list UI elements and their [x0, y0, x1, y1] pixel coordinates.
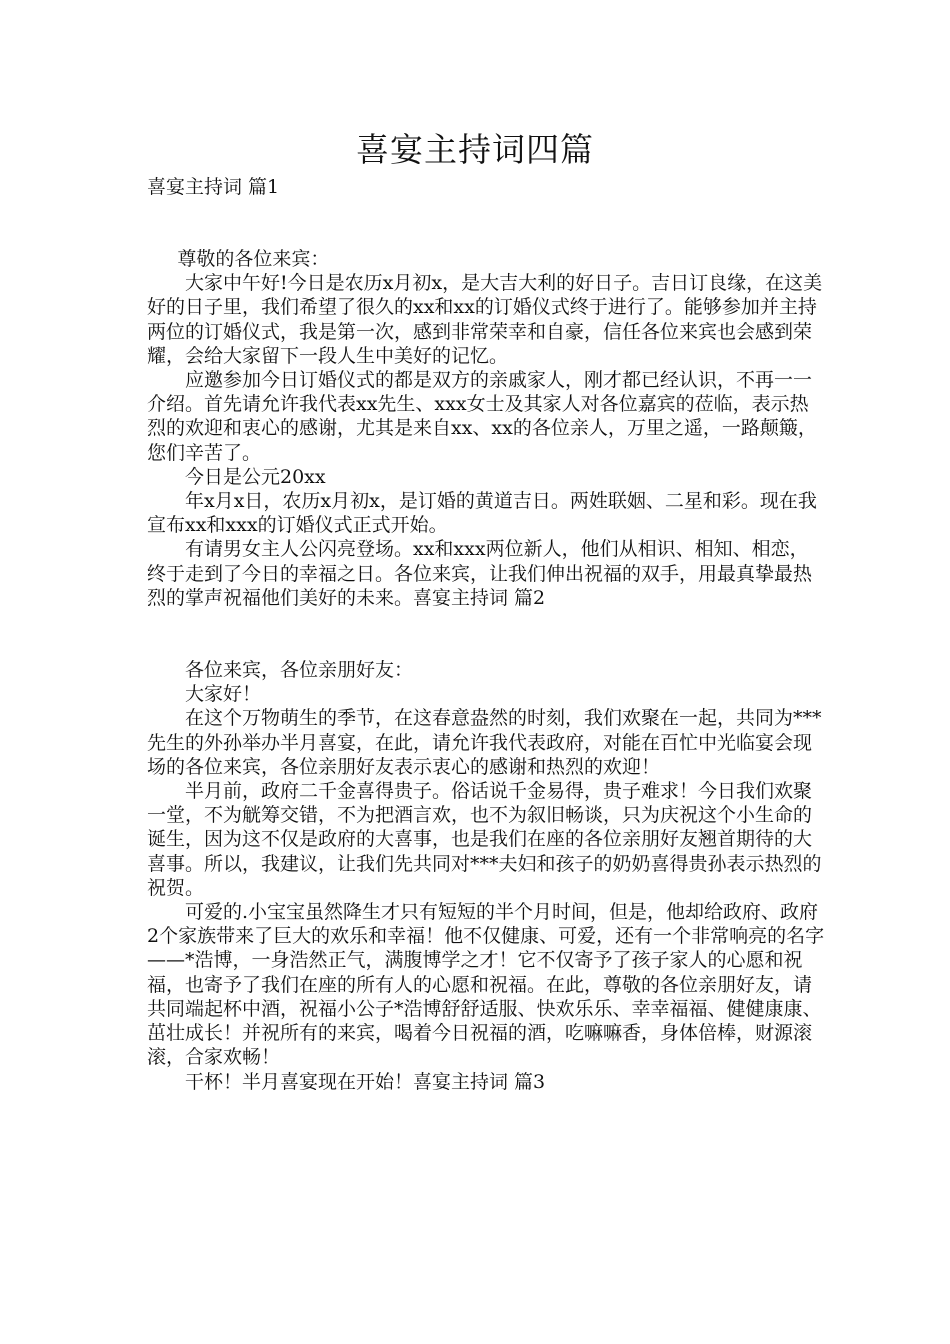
- section-gap: [147, 610, 827, 658]
- paragraph: 干杯！半月喜宴现在开始！喜宴主持词 篇3: [185, 1070, 546, 1093]
- paragraph: 可爱的.小宝宝虽然降生才只有短短的半个月时间，但是，他却给政府、政府2个家族带来了巨大的欢乐和幸福！他不仅健康、可爱，还有一个非常响亮的名字——*浩博，一身浩然正气，满腹博学之才！它不仅寄予了孩子家人的心愿和祝福，也寄予了我们在座的所有人的心愿和祝福。在此，尊敬的各位亲朋好友，请共同端起杯中酒，祝福小公子*浩博舒舒适服、快欢乐乐、幸幸福福、健健康康、茁壮成长！并祝所有的来宾，喝着今日祝福的酒，吃嘛嘛香，身体倍棒，财源滚滚，合家欢畅！: [147, 901, 825, 1069]
- greeting: 各位来宾，各位亲朋好友：: [185, 659, 414, 682]
- greeting: 尊敬的各位来宾：: [177, 248, 330, 270]
- paragraph: 今日是公元20xx: [185, 465, 326, 488]
- section-heading: 喜宴主持词 篇1: [147, 176, 280, 198]
- paragraph: 年x月x日，农历x月初x，是订婚的黄道吉日。两姓联姻、二星和彩。现在我宣布xx和xxx的订婚仪式正式开始。: [147, 490, 817, 537]
- paragraph: 应邀参加今日订婚仪式的都是双方的亲戚家人，刚才都已经认识，不再一一介绍。首先请允许我代表xx先生、xxx女士及其家人对各位嘉宾的莅临，表示热烈的欢迎和衷心的感谢，尤其是来自xx、xx的各位亲人，万里之遥，一路颠簸，您们辛苦了。: [147, 369, 817, 464]
- paragraph: 在这个万物萌生的季节，在这春意盎然的时刻，我们欢聚在一起，共同为***先生的外孙举办半月喜宴，在此，请允许我代表政府，对能在百忙中光临宴会现场的各位来宾，各位亲朋好友表示衷心的感谢和热烈的欢迎！: [147, 707, 822, 778]
- paragraph: 大家中午好!今日是农历x月初x，是大吉大利的好日子。吉日订良缘，在这美好的日子里，我们希望了很久的xx和xx的订婚仪式终于进行了。能够参加并主持两位的订婚仪式，我是第一次，感到非常荣幸和自豪，信任各位来宾也会感到荣耀，会给大家留下一段人生中美好的记忆。: [147, 272, 823, 367]
- document-title: 喜宴主持词四篇: [356, 130, 594, 169]
- document-body: [147, 247, 827, 1094]
- paragraph: 有请男女主人公闪亮登场。xx和xxx两位新人，他们从相识、相知、相恋，终于走到了今日的幸福之日。各位来宾，让我们伸出祝福的双手，用最真挚最热烈的掌声祝福他们美好的未来。喜宴主持词 篇2: [147, 538, 813, 609]
- paragraph: 大家好！: [185, 683, 262, 706]
- paragraph: 半月前，政府二千金喜得贵子。俗话说千金易得，贵子难求！今日我们欢聚一堂，不为觥筹交错，不为把酒言欢，也不为叙旧畅谈，只为庆祝这个小生命的诞生，因为这不仅是政府的大喜事，也是我们在座的各位亲朋好友翘首期待的大喜事。所以，我建议，让我们先共同对***夫妇和孩子的奶奶喜得贵孙表示热烈的祝贺。: [147, 780, 822, 899]
